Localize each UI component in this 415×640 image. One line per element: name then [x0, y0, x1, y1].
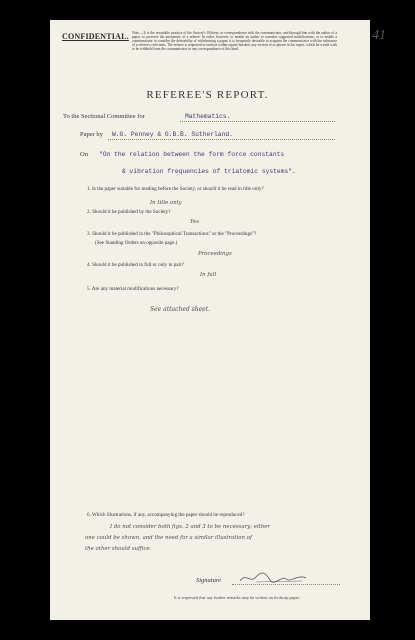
authors-line — [108, 139, 335, 140]
paper-title-line-1: "On the relation between the form force constants — [99, 151, 285, 158]
answer-4: In full — [200, 272, 217, 278]
question-4: 4. Should it be published in full or only in part? — [87, 262, 184, 268]
answer-6-line-1: I do not consider both figs. 2 and 3 to be necessary; either — [110, 524, 271, 530]
answer-5: See attached sheet. — [150, 306, 210, 313]
answer-6-line-2: one could be shown, and the need for a similar illustration of — [85, 535, 252, 541]
committee-label: To the Sectional Committee for — [63, 113, 145, 120]
answer-3: Proceedings — [198, 251, 232, 257]
report-title: REFEREE'S REPORT. — [146, 89, 269, 101]
report-sheet — [50, 20, 370, 620]
question-6: 6. Which illustrations, if any, accompanying the paper should be reproduced? — [87, 512, 245, 518]
answer-1: In title only — [150, 200, 182, 206]
committee-value: Mathematics. — [185, 113, 231, 120]
paper-by-label: Paper by — [80, 131, 103, 138]
answer-6-line-3: the other should suffice. — [85, 546, 152, 552]
signature-scrawl — [236, 570, 316, 586]
paper-authors: W.G. Penney & G.B.B. Sutherland. — [112, 131, 233, 138]
committee-line — [180, 121, 335, 122]
answer-2: Yes — [190, 219, 200, 225]
confidentiality-note: Note.—It is the invariable practice of the Society's Officers, in correspondence with the communicator, and through him with the author of a paper, to preserve the anonymity of a referee. In order, however, to enable an author to consider suggested modifications, or to enable a communicator to consider the desirability of withdrawing a paper, it is frequently desirable to acquaint the communicator with the substance of a referee's criticisms. The referee is requested to enclose within square brackets any section of or phrase in his report, which he would wish to be withheld from the communicator in any correspondence of this kind. — [132, 31, 337, 52]
folio-number: 41 — [372, 28, 386, 43]
question-3: 3. Should it be published in the "Philosophical Transactions" or the "Proceedings"? — [87, 231, 257, 237]
confidential-heading: CONFIDENTIAL. — [62, 32, 129, 41]
paper-on-label: On — [80, 151, 88, 158]
signature-label: Signature — [196, 577, 222, 584]
question-5: 5. Are any material modifications necessary? — [87, 286, 179, 292]
question-1: 1. Is the paper suitable for reading before the Society, or should it be read in title only? — [87, 186, 264, 192]
question-2: 2. Should it be published by the Society? — [87, 209, 171, 215]
question-3-note: (See Standing Orders on opposite page.) — [95, 240, 178, 246]
paper-title-line-2: & vibration frequencies of triatomic systems". — [122, 168, 296, 175]
footer-note: It is requested that any further remarks may be written on foolscap paper. — [174, 595, 300, 600]
